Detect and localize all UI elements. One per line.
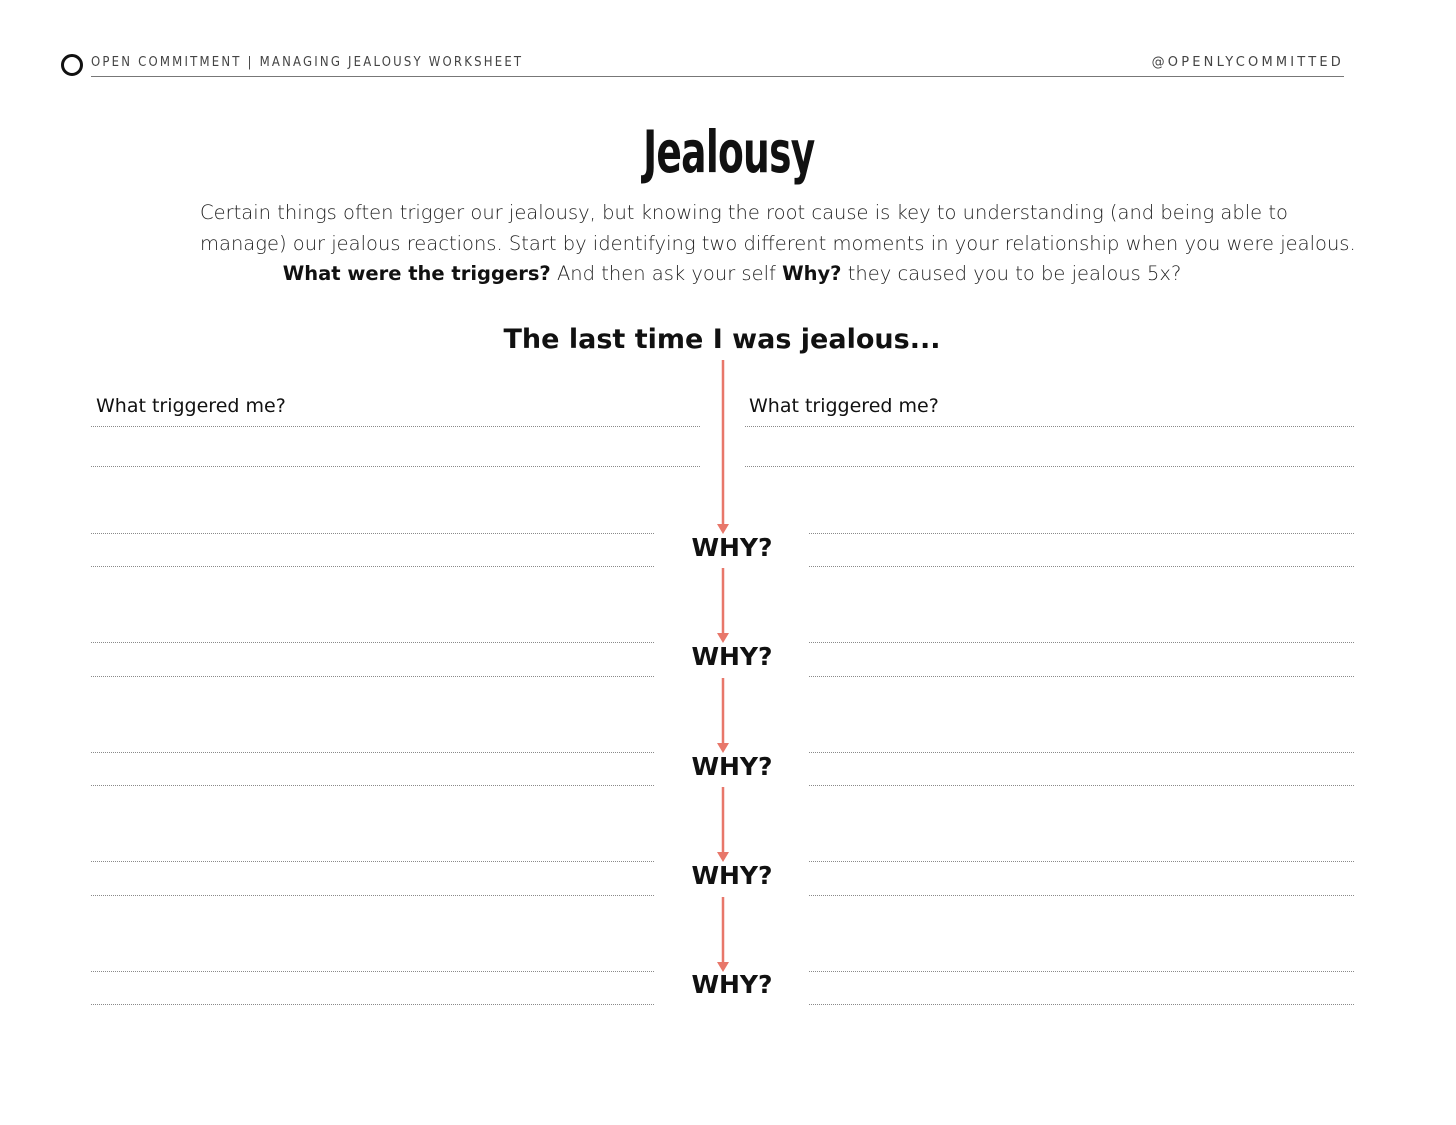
header-title: OPEN COMMITMENT | MANAGING JEALOUSY WORKSHEET	[91, 55, 524, 70]
header-handle: @OPENLYCOMMITTED	[1151, 55, 1344, 70]
intro-text-1: And then ask your self	[550, 262, 783, 285]
section-subheading: The last time I was jealous...	[503, 324, 941, 355]
left-trigger-label: What triggered me?	[96, 395, 286, 417]
why-label-4: WHY?	[691, 861, 773, 890]
page-title: Jealousy	[643, 118, 815, 186]
intro-bold-triggers: What were the triggers?	[282, 262, 551, 285]
why-label-3: WHY?	[691, 752, 773, 781]
right-trigger-label: What triggered me?	[749, 395, 939, 417]
why-label-2: WHY?	[691, 642, 773, 671]
intro-line-2: manage) our jealous reactions. Start by identifying two different moments in your relationship when you were jealous.	[200, 231, 1356, 255]
why-label-1: WHY?	[691, 533, 773, 562]
intro-text-2: they caused you to be jealous 5x?	[841, 262, 1182, 285]
why-label-5: WHY?	[691, 970, 773, 999]
intro-bold-why: Why?	[782, 262, 842, 285]
intro-line-1: Certain things often trigger our jealousy, but knowing the root cause is key to understanding (and being able to	[200, 201, 1288, 224]
